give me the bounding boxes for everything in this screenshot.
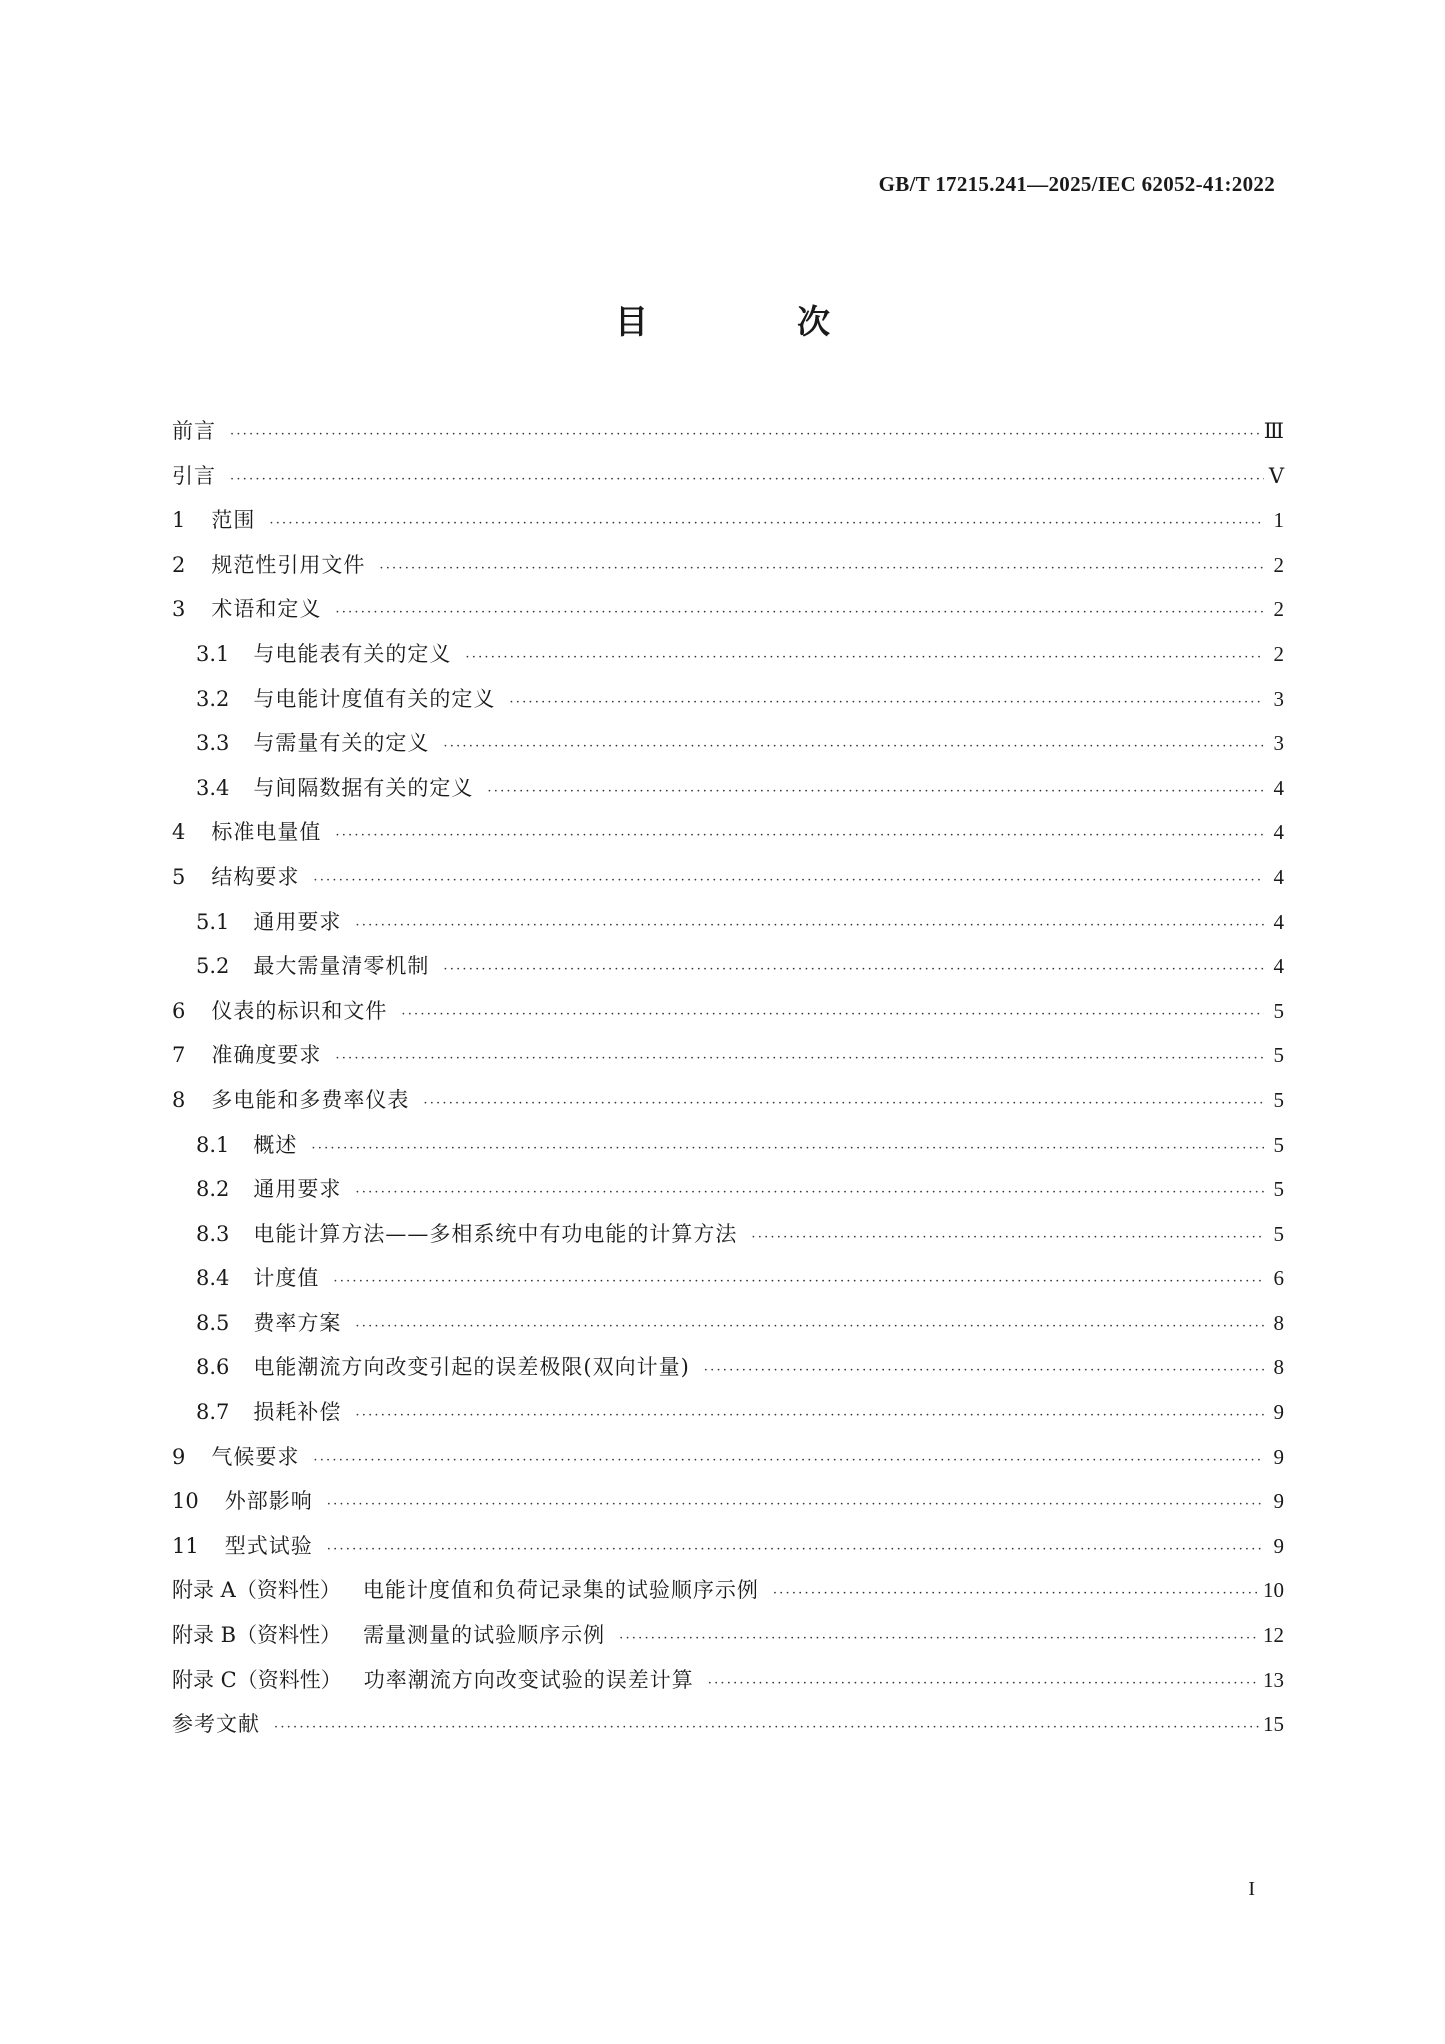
toc-entry-page: Ⅲ — [1263, 419, 1284, 443]
toc-entry[interactable] — [172, 1568, 1284, 1613]
toc-entry-number: 5.2 — [196, 954, 230, 979]
toc-entry[interactable] — [172, 944, 1284, 989]
toc-entry-title: 与需量有关的定义 — [253, 731, 430, 756]
toc-entry-page: 2 — [1273, 597, 1284, 622]
toc-entry[interactable] — [172, 543, 1284, 588]
toc-entry-page: 13 — [1263, 1667, 1284, 1692]
toc-entry-page: 9 — [1273, 1489, 1284, 1514]
toc-dot-leader — [327, 1483, 1264, 1528]
toc-entry-number: 8.7 — [196, 1400, 230, 1425]
toc-entry-title: 与间隔数据有关的定义 — [253, 775, 474, 800]
toc-entry[interactable] — [172, 632, 1284, 677]
toc-entry-number: 11 — [172, 1533, 199, 1558]
toc-dot-leader — [704, 1349, 1264, 1394]
toc-entry-title: 气候要求 — [211, 1444, 300, 1469]
toc-entry-title: 功率潮流方向改变试验的误差计算 — [363, 1667, 694, 1692]
toc-entry-page: 5 — [1273, 1087, 1284, 1112]
toc-entry[interactable] — [172, 1256, 1284, 1301]
toc-entry[interactable] — [172, 721, 1284, 766]
toc-entry-number: 附录 A（资料性） — [172, 1578, 341, 1603]
toc-entry[interactable] — [172, 1033, 1284, 1078]
toc-entry-page: 4 — [1273, 775, 1284, 800]
toc-entry-number: 8.4 — [196, 1266, 230, 1291]
toc-dot-leader — [274, 1706, 1259, 1751]
toc-dot-leader — [465, 636, 1264, 681]
toc-entry-title: 与电能表有关的定义 — [253, 641, 452, 666]
toc-entry-number: 8.2 — [196, 1177, 230, 1202]
toc-entry-page: 9 — [1273, 1444, 1284, 1469]
toc-entry[interactable] — [172, 677, 1284, 722]
standard-code-header: GB/T 17215.241—2025/IEC 62052-41:2022 — [878, 172, 1275, 196]
toc-dot-leader — [230, 458, 1264, 503]
toc-entry[interactable] — [172, 855, 1284, 900]
toc-entry-title: 多电能和多费率仪表 — [211, 1087, 410, 1112]
toc-entry-page: 4 — [1273, 909, 1284, 934]
toc-entry-page: 4 — [1273, 864, 1284, 889]
toc-entry-title: 通用要求 — [253, 909, 342, 934]
toc-entry-number: 8.3 — [196, 1221, 230, 1246]
toc-dot-leader — [313, 1439, 1264, 1484]
toc-dot-leader — [443, 725, 1264, 770]
toc-entry-number: 7 — [172, 1043, 186, 1068]
toc-dot-leader — [355, 1171, 1264, 1216]
toc-entry-number: 8.6 — [196, 1355, 230, 1380]
toc-entry[interactable] — [172, 1702, 1284, 1747]
toc-entry-page: Ⅴ — [1268, 463, 1284, 488]
toc-entry-number: 3.4 — [196, 775, 230, 800]
toc-dot-leader — [355, 904, 1264, 949]
page-number: I — [1248, 1878, 1255, 1900]
toc-entry-number: 6 — [172, 998, 186, 1023]
toc-entry-title: 型式试验 — [224, 1533, 313, 1558]
toc-entry-number: 3 — [172, 597, 186, 622]
toc-entry-number: 9 — [172, 1444, 186, 1469]
toc-entry-title: 前言 — [172, 419, 216, 443]
toc-entry-title: 参考文献 — [172, 1712, 260, 1737]
toc-dot-leader — [401, 993, 1264, 1038]
toc-entry-title: 准确度要求 — [211, 1043, 322, 1068]
toc-entry-number: 8.1 — [196, 1132, 230, 1157]
toc-entry-page: 9 — [1273, 1400, 1284, 1425]
toc-entry-page: 8 — [1273, 1310, 1284, 1335]
toc-entry-page: 5 — [1273, 1221, 1284, 1246]
toc-dot-leader — [335, 814, 1264, 859]
toc-entry[interactable] — [172, 409, 1284, 454]
toc-entry-page: 9 — [1273, 1533, 1284, 1558]
toc-entry-page: 2 — [1273, 641, 1284, 666]
toc-entry[interactable] — [172, 766, 1284, 811]
toc-entry-title: 规范性引用文件 — [211, 552, 366, 577]
toc-entry[interactable] — [172, 1212, 1284, 1257]
toc-dot-leader — [355, 1305, 1264, 1350]
toc-entry-title: 标准电量值 — [211, 820, 322, 845]
toc-entry[interactable] — [172, 810, 1284, 855]
toc-entry-page: 5 — [1273, 1132, 1284, 1157]
toc-entry-page: 6 — [1273, 1266, 1284, 1291]
table-of-contents — [172, 409, 1284, 1747]
toc-entry-page: 10 — [1263, 1578, 1284, 1603]
toc-dot-leader — [311, 1127, 1264, 1172]
toc-entry-page: 4 — [1273, 954, 1284, 979]
toc-dot-leader — [509, 681, 1264, 726]
toc-entry-number: 1 — [172, 508, 186, 533]
toc-entry[interactable] — [172, 498, 1284, 543]
toc-entry-number: 3.3 — [196, 731, 230, 756]
toc-entry-number: 附录 C（资料性） — [172, 1667, 342, 1692]
toc-entry-title: 需量测量的试验顺序示例 — [363, 1623, 606, 1648]
toc-entry[interactable] — [172, 1390, 1284, 1435]
toc-dot-leader — [355, 1394, 1264, 1439]
toc-dot-leader — [335, 591, 1264, 636]
toc-entry[interactable] — [172, 1613, 1284, 1658]
toc-entry-title: 范围 — [211, 508, 256, 533]
toc-entry[interactable] — [172, 1123, 1284, 1168]
toc-entry-page: 3 — [1273, 686, 1284, 711]
toc-dot-leader — [619, 1617, 1259, 1662]
toc-entry[interactable] — [172, 989, 1284, 1034]
toc-dot-leader — [708, 1662, 1259, 1707]
toc-entry-page: 5 — [1273, 1177, 1284, 1202]
toc-entry-page: 2 — [1273, 552, 1284, 577]
toc-entry-page: 15 — [1263, 1712, 1284, 1737]
toc-entry-page: 4 — [1273, 820, 1284, 845]
toc-entry[interactable] — [172, 1167, 1284, 1212]
toc-entry-title: 术语和定义 — [211, 597, 322, 622]
toc-dot-leader — [423, 1082, 1264, 1127]
toc-entry-page: 12 — [1263, 1623, 1284, 1648]
toc-entry[interactable] — [172, 1345, 1284, 1390]
toc-dot-leader — [327, 1528, 1264, 1573]
toc-entry-number: 3.1 — [196, 641, 230, 666]
toc-entry-number: 3.2 — [196, 686, 230, 711]
toc-dot-leader — [230, 413, 1260, 458]
toc-entry[interactable] — [172, 1078, 1284, 1123]
toc-entry-number: 8 — [172, 1087, 186, 1112]
toc-entry-title: 电能计度值和负荷记录集的试验顺序示例 — [362, 1578, 759, 1603]
toc-entry[interactable] — [172, 1301, 1284, 1346]
toc-entry-title: 电能计算方法——多相系统中有功电能的计算方法 — [253, 1221, 738, 1246]
toc-entry-title: 损耗补偿 — [253, 1400, 342, 1425]
toc-entry-page: 8 — [1273, 1355, 1284, 1380]
toc-dot-leader — [335, 1037, 1264, 1082]
toc-entry[interactable] — [172, 900, 1284, 945]
toc-entry-number: 2 — [172, 552, 186, 577]
toc-entry[interactable] — [172, 1524, 1284, 1569]
toc-entry[interactable] — [172, 1435, 1284, 1480]
toc-entry-title: 仪表的标识和文件 — [211, 998, 388, 1023]
toc-dot-leader — [333, 1260, 1264, 1305]
toc-entry-number: 5.1 — [196, 909, 230, 934]
toc-entry-title: 引言 — [172, 463, 216, 488]
toc-entry-title: 与电能计度值有关的定义 — [253, 686, 496, 711]
toc-entry-number: 附录 B（资料性） — [172, 1623, 342, 1648]
toc-entry[interactable] — [172, 1658, 1284, 1703]
toc-entry-number: 5 — [172, 864, 186, 889]
toc-entry-title: 概述 — [253, 1132, 298, 1157]
page-title: 目 次 — [615, 302, 888, 341]
toc-entry-title: 费率方案 — [253, 1310, 342, 1335]
toc-entry-title: 结构要求 — [211, 864, 300, 889]
toc-entry-title: 通用要求 — [253, 1177, 342, 1202]
toc-entry[interactable] — [172, 587, 1284, 632]
toc-entry-page: 1 — [1273, 508, 1284, 533]
toc-entry-page: 5 — [1273, 998, 1284, 1023]
toc-entry-page: 5 — [1273, 1043, 1284, 1068]
toc-entry-number: 4 — [172, 820, 186, 845]
toc-entry-title: 外部影响 — [224, 1489, 313, 1514]
toc-entry[interactable] — [172, 1479, 1284, 1524]
toc-entry-number: 8.5 — [196, 1310, 230, 1335]
toc-entry-title: 计度值 — [253, 1266, 320, 1291]
toc-dot-leader — [487, 770, 1264, 815]
toc-dot-leader — [443, 948, 1264, 993]
toc-entry[interactable] — [172, 454, 1284, 499]
toc-entry-number: 10 — [172, 1489, 199, 1514]
toc-dot-leader — [751, 1216, 1264, 1261]
toc-dot-leader — [313, 859, 1264, 904]
toc-entry-title: 最大需量清零机制 — [253, 954, 430, 979]
toc-entry-title: 电能潮流方向改变引起的误差极限(双向计量) — [253, 1355, 690, 1380]
toc-dot-leader — [773, 1572, 1259, 1617]
toc-dot-leader — [269, 502, 1264, 547]
toc-entry-page: 3 — [1273, 731, 1284, 756]
toc-dot-leader — [379, 547, 1264, 592]
